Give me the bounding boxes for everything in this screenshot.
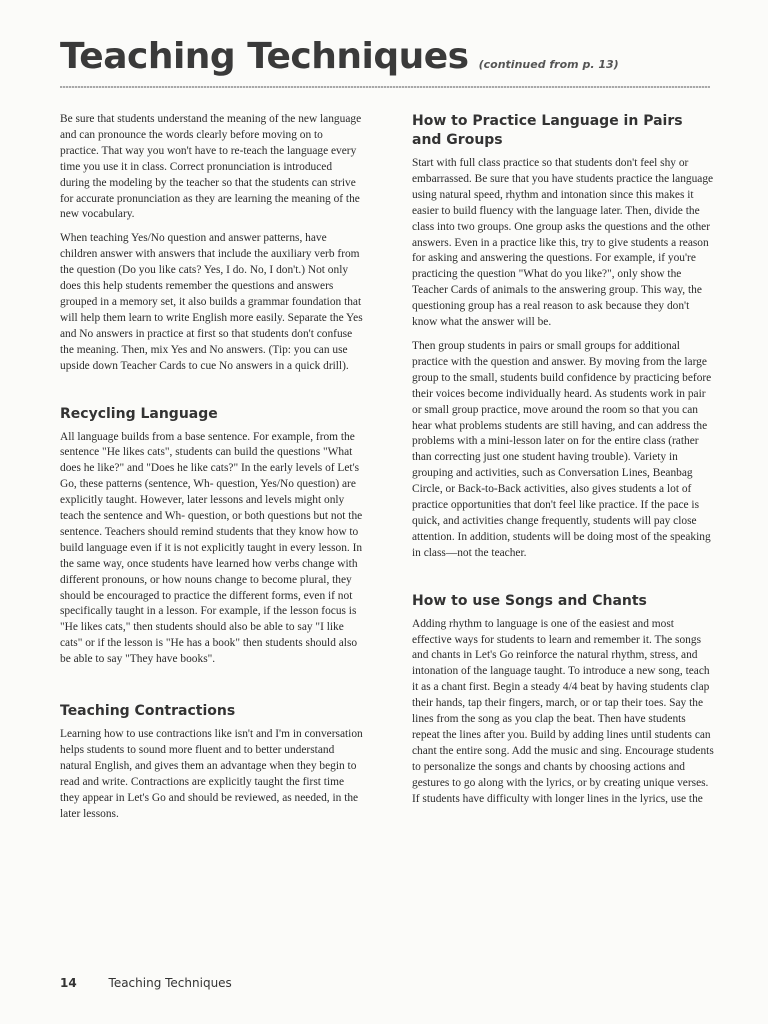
right-column: [412, 112, 716, 816]
heading-teaching-contractions: Teaching Contractions: [60, 703, 236, 720]
paragraph-songs: Adding rhythm to language is one of the easiest and most effective ways for students to learn and remember it. The songs and chants in Let's Go reinforce the natural rhythm, stress, and intonation of the language taught. To introduce a new song, teach it as a chant first. Begin a steady 4/4 beat by having students clap their hands, tap their fingers, march, or or tap their toes. Say the lines from the song as you clap the beat. Then have students repeat the lines after you. Build by adding lines until students can chant the entire song. Add the music and sing. Encourage students to personalize the songs and chants by choosing actions and gestures to go along with the lyrics, or by creating unique verses. If students have difficulty with longer lines in the lyrics, use the: [412, 617, 714, 805]
paragraph-yes-no: When teaching Yes/No question and answer patterns, have children answer with answers that include the auxiliary verb from the question (Do you like cats? Yes, I do. No, I don't.) Not only does this help students remember the questions and answers grouped in a memory set, it also builds a grammar foundation that will help them learn to write English more easily. Separate the Yes and No answers in practice at first so that students don't confuse the meaning. Then, mix Yes and No answers. (Tip: you can use upside down Teacher Cards to cue No answers in a quick drill).: [60, 232, 363, 372]
page-header: [60, 36, 708, 77]
paragraph-recycling: All language builds from a base sentence. For example, from the sentence "He likes cats", students can build the questions "What does he like?" and "Does he like cats?" In the early levels of Let's Go, these patterns (sentence, Wh- question, Yes/No question) are explicitly taught. However, later lessons and levels might only teach the sentence and Wh- question, or both questions but not the sentence. Teachers should remind students that they know how to build language even if it is not explicitly taught in every lesson. In the same way, once students have learned how verbs change with different pronouns, or how nouns change to become plural, they should be encouraged to practice the different forms, even if not specifically taught in a lesson. For example, if the lesson focus is "He likes cats," then students should also be able to say "I like cats" or if the lesson is "He has a book" then students should also be able to say "They have books".: [60, 430, 363, 666]
paragraph-small-groups: Then group students in pairs or small groups for additional practice with the question and answer. By moving from the large group to the small, students build confidence by practicing before their voices become individually heard. As students work in pair or small group practice, move around the room so that you can hear what problems students are still having, and can address the problems with a mini-lesson later on for the entire class (rather than correcting just one student having trouble). Variety in grouping and activities, such as Conversation Lines, Beanbag Circle, or Back-to-Back activities, also gives students a lot of practice opportunities that don't feel like practice. If the pace is quick, and activities change frequently, students will pay close attention. In addition, students will be doing most of the speaking in class—not the teacher.: [412, 339, 712, 559]
heading-songs-chants: How to use Songs and Chants: [412, 592, 647, 609]
page-title: Teaching Techniques: [60, 36, 469, 77]
left-column: [60, 112, 364, 831]
paragraph-meaning: Be sure that students understand the meaning of the new language and can pronounce the words clearly before moving on to practice. That way you won't have to re-teach the language every time you use it in class. Correct pronunciation is introduced during the modeling by the teacher so that the students can strive for accurate pronunciation as they are learning the meaning of the new vocabulary.: [60, 113, 362, 221]
paragraph-full-class: Start with full class practice so that students don't feel shy or embarrassed. Be sure that you have students practice the language using natural speed, rhythm and intonation since this makes it easier to build fluency with the language later. Then, divide the class into two groups. One group asks the questions and the other answers. Even in a practice like this, try to give students a reason for asking and answering the questions. For example, if you're practicing the question "What do you like?", only show the Teacher Cards of animals to the answering group. This way, the questioning group has a real reason to ask because they don't know what the answer will be.: [412, 157, 714, 329]
heading-recycling-language: Recycling Language: [60, 405, 218, 422]
page-footer: [60, 976, 232, 990]
header-divider: [60, 86, 710, 88]
footer-section-title: Teaching Techniques: [108, 976, 232, 990]
page-number: 14: [60, 976, 77, 990]
paragraph-contractions: Learning how to use contractions like isn't and I'm in conversation helps students to sound more fluent and to better understand natural English, and gives them an advantage when they begin to read and write. Contractions are explicitly taught the first time they appear in Let's Go and should be reviewed, as needed, in the later lessons.: [60, 728, 363, 820]
heading-pairs-groups: How to Practice Language in Pairs and Groups: [412, 113, 683, 148]
page-subtitle: (continued from p. 13): [478, 58, 619, 71]
